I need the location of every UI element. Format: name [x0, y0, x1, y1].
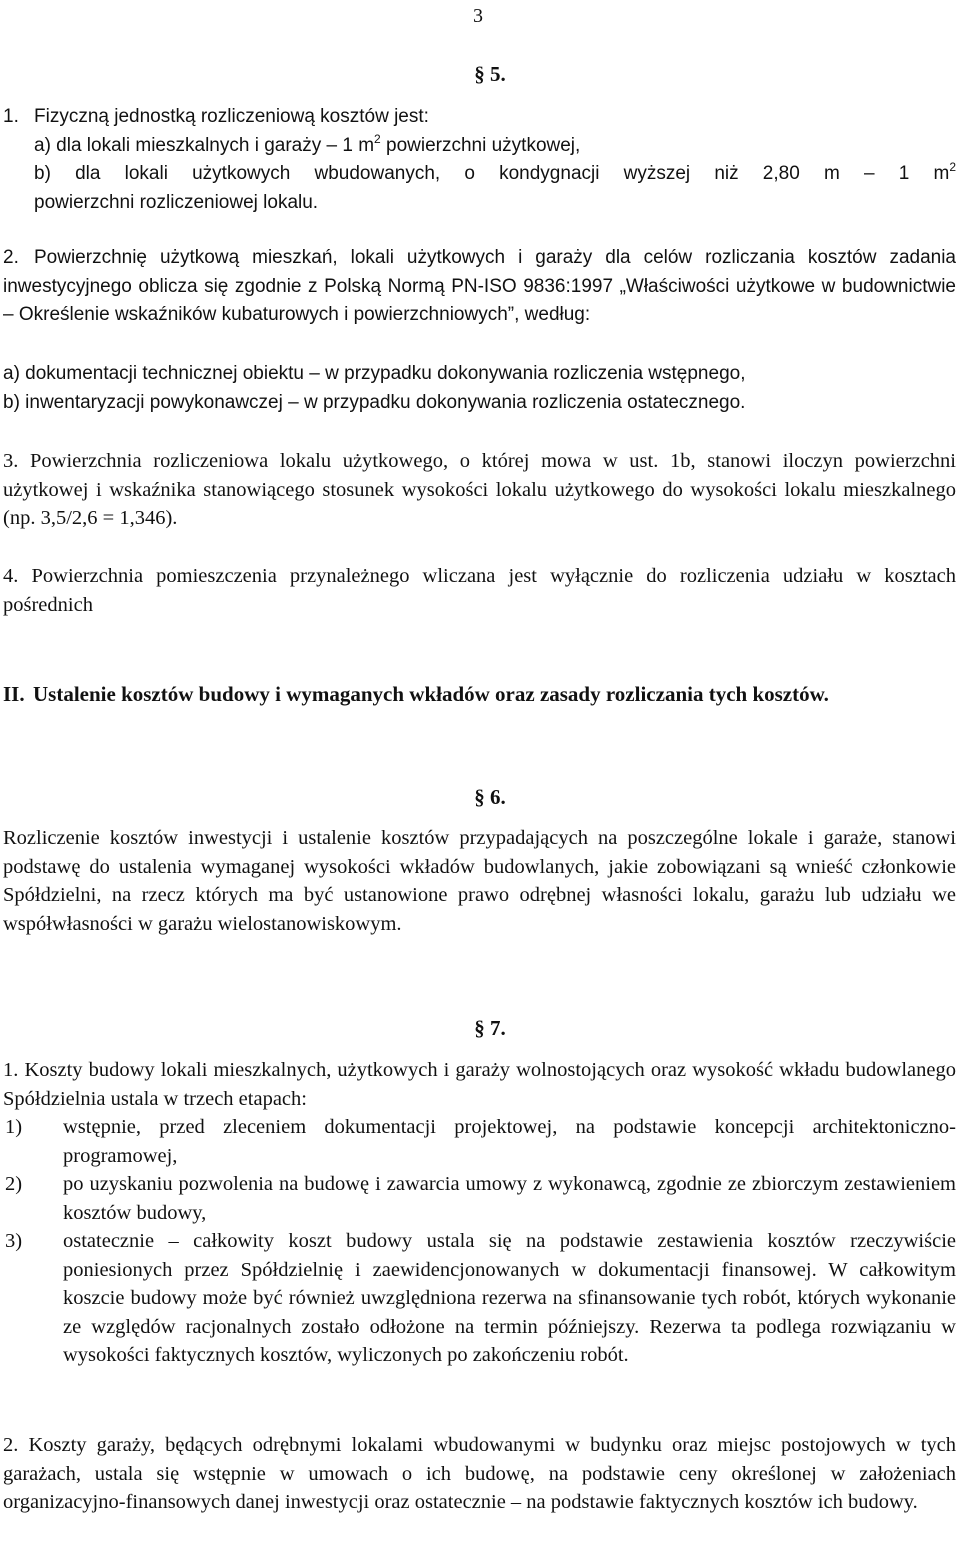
s5-p4-number: 4.: [3, 565, 19, 587]
s5-p3-number: 3.: [3, 450, 19, 472]
page-number: 3: [473, 5, 483, 27]
s7-item-2: [3, 1170, 956, 1227]
s5-p2-item-b: b) inwentaryzacji powykonawczej – w przypadku dokonywania rozliczenia ostatecznego.: [3, 391, 746, 413]
s5-p1-a-text: a) dla lokali mieszkalnych i garaży – 1 m: [34, 134, 375, 156]
chapter-2-heading: [3, 680, 956, 709]
section-6-heading: § 6.: [474, 785, 506, 809]
chapter-2-number: II.: [3, 682, 25, 706]
s7-paragraph-2: [3, 1431, 956, 1517]
section-7-heading: § 7.: [474, 1016, 506, 1040]
s5-p1-item-b-cont: powierzchni rozliczeniowej lokalu.: [34, 191, 319, 213]
s5-p3-text: Powierzchnia rozliczeniowa lokalu użytkowego, o której mowa w ust. 1b, stanowi iloczyn powierzchni użytkowej i wskaźnika stanowiącego stosunek wysokości lokalu użytkowego do wysokości lokalu mieszkalnego (np. 3,5/2,6 = 1,346).: [3, 450, 957, 529]
s7-p1-text: Koszty budowy lokali mieszkalnych, użytkowych i garaży wolnostojących oraz wysokość wkładu budowlanego Spółdzielnia ustala w trzech etapach:: [3, 1059, 957, 1110]
s7-p1-number: 1.: [3, 1059, 19, 1081]
s7-item-3-text: ostatecznie – całkowity koszt budowy ustala się na podstawie zestawienia kosztów rzeczywiście poniesionych przez Spółdzielnię i zaewidencjonowanych w dokumentacji finansowej. W całkowitym koszcie budowy może być również uwzględniona rezerwa na sfinansowanie tych robót, których wykonanie ze względów racjonalnych zostało odłożone na termin późniejszy. Rezerwa ta podlega rozwiązaniu w wysokości faktycznych kosztów, wyliczonych po zakończeniu robót.: [63, 1230, 956, 1366]
s6-paragraph: Rozliczenie kosztów inwestycji i ustalenie kosztów przypadających na poszczególne lokale i garaże, stanowi podstawę do ustalenia wymaganej wysokości wkładów budowlanych, jakie zobowiązani są wnieść członkowie Spółdzielni, na rzecz których ma być ustanowione prawo odrębnej własności lokalu, garażu lub udziału we współwłasności w garażu wielostanowiskowym.: [3, 827, 956, 935]
s5-p1-item-b: [3, 160, 956, 189]
s7-item-1: [3, 1113, 956, 1170]
s7-item-3-number: 3): [5, 1230, 23, 1252]
s5-p1-b-superscript: 2: [949, 160, 956, 174]
s5-p4-text: Powierzchnia pomieszczenia przynależnego wliczana jest wyłącznie do rozliczenia udziału w kosztach pośrednich: [3, 565, 956, 616]
s5-p2-text: Powierzchnię użytkową mieszkań, lokali użytkowych i garaży dla celów rozliczania kosztów zadania inwestycyjnego oblicza się zgodnie z Polską Normą PN-ISO 9836:1997 „Właściwości użytkowe w budownictwie – Określenie wskaźników kubaturowych i powierzchniowych”, według:: [3, 247, 956, 325]
s7-p2-number: 2.: [3, 1434, 19, 1456]
s7-item-3: [3, 1227, 956, 1370]
s5-p1-b-text: b) dla lokali użytkowych wbudowanych, o kondygnacji wyższej niż 2,80 m – 1 m: [34, 163, 950, 184]
chapter-2-title: Ustalenie kosztów budowy i wymaganych wkładów oraz zasady rozliczania tych kosztów.: [33, 682, 829, 706]
s7-item-2-number: 2): [5, 1173, 23, 1195]
s5-p2-item-a: a) dokumentacji technicznej obiektu – w przypadku dokonywania rozliczenia wstępnego,: [3, 363, 746, 384]
s7-item-2-text: po uzyskaniu pozwolenia na budowę i zawarcia umowy z wykonawcą, zgodnie ze zbiorczym zestawieniem kosztów budowy,: [63, 1173, 956, 1224]
s5-paragraph-3: [3, 447, 956, 533]
s5-paragraph-2: [3, 244, 956, 330]
s5-p1-a-text-end: powierzchni użytkowej,: [380, 134, 581, 156]
s5-p1-a-superscript: 2: [374, 131, 381, 146]
s5-p1-number: 1.: [3, 106, 19, 127]
s5-p2-number: 2.: [3, 247, 19, 268]
section-5-heading: § 5.: [474, 62, 506, 86]
s5-p2-list: [3, 360, 956, 417]
s5-paragraph-4: [3, 562, 956, 619]
s5-p1-item-a: [3, 132, 956, 161]
s7-item-1-text: wstępnie, przed zleceniem dokumentacji projektowej, na podstawie koncepcji architektoniczno-programowej,: [63, 1116, 956, 1167]
s5-paragraph-1: [3, 103, 956, 217]
s7-paragraph-1: [3, 1056, 956, 1370]
s7-item-1-number: 1): [5, 1116, 23, 1138]
s5-p1-text: Fizyczną jednostką rozliczeniową kosztów jest:: [34, 106, 429, 127]
s7-p2-text: Koszty garaży, będących odrębnymi lokalami wbudowanymi w budynku oraz miejsc postojowych w tych garażach, ustala się wstępnie w umowach o ich budowę, na podstawie ceny określonej w założeniach organizacyjno-finansowych danej inwestycji oraz ostatecznie – na podstawie faktycznych kosztów ich budowy.: [3, 1434, 957, 1513]
